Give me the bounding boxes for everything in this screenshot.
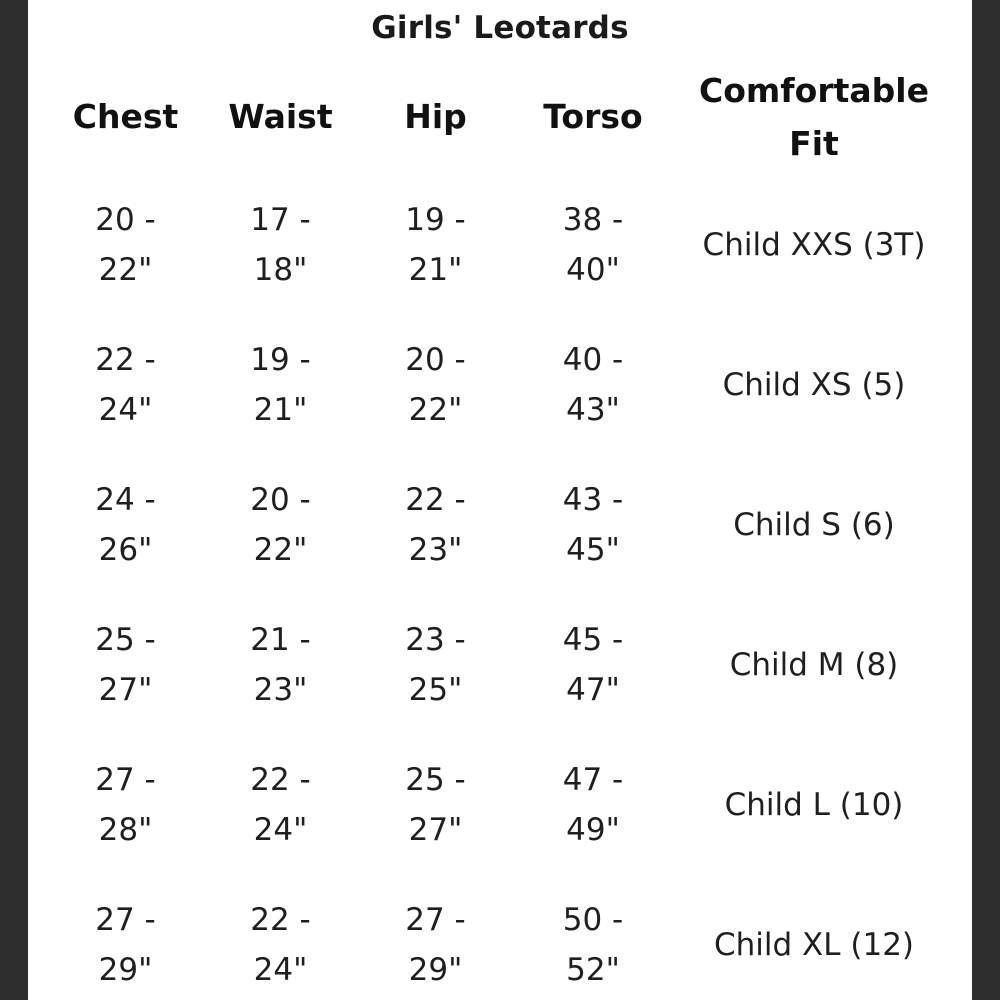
cell-fit: Child S (6) [733, 507, 895, 543]
cell-waist: 19 - 21" [250, 342, 311, 428]
cell-fit: Child M (8) [729, 647, 899, 683]
chart-title: Girls' Leotards [371, 10, 629, 46]
cell-torso: 40 - 43" [562, 342, 624, 428]
cell-chest: 27 - 28" [95, 762, 156, 848]
cell-waist: 21 - 23" [250, 622, 311, 708]
cell-chest: 20 - 22" [95, 202, 156, 288]
cell-torso: 50 - 52" [562, 902, 624, 988]
cell-chest: 25 - 27" [95, 622, 156, 708]
cell-waist: 22 - 24" [250, 762, 311, 848]
cell-hip: 25 - 27" [405, 762, 466, 848]
header-waist: Waist [228, 97, 333, 136]
cell-waist: 20 - 22" [250, 482, 311, 568]
cell-hip: 27 - 29" [405, 902, 466, 988]
cell-hip: 19 - 21" [405, 202, 466, 288]
cell-waist: 22 - 24" [250, 902, 311, 988]
cell-chest: 22 - 24" [95, 342, 156, 428]
cell-torso: 43 - 45" [562, 482, 624, 568]
header-comfortable-fit-line1: Comfortable [699, 71, 929, 110]
cell-fit: Child L (10) [724, 787, 904, 823]
cell-fit: Child XS (5) [722, 367, 906, 403]
header-hip: Hip [404, 97, 467, 136]
cell-hip: 23 - 25" [405, 622, 466, 708]
cell-torso: 45 - 47" [562, 622, 624, 708]
cell-fit: Child XXS (3T) [702, 227, 926, 263]
size-chart-page [28, 0, 972, 1000]
cell-chest: 24 - 26" [95, 482, 156, 568]
cell-chest: 27 - 29" [95, 902, 156, 988]
header-comfortable-fit-line2: Fit [789, 124, 839, 163]
header-torso: Torso [543, 97, 643, 136]
cell-torso: 38 - 40" [562, 202, 624, 288]
cell-torso: 47 - 49" [562, 762, 624, 848]
cell-hip: 20 - 22" [405, 342, 466, 428]
header-chest: Chest [72, 97, 179, 136]
cell-waist: 17 - 18" [250, 202, 311, 288]
cell-hip: 22 - 23" [405, 482, 466, 568]
cell-fit: Child XL (12) [713, 927, 915, 963]
